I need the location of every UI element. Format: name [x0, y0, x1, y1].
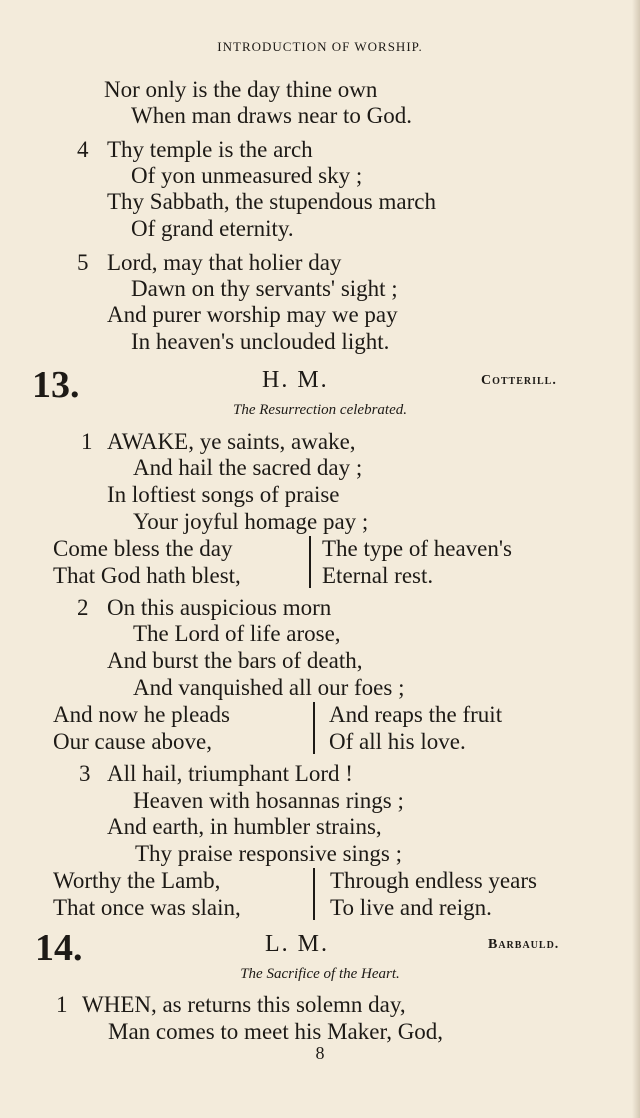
verse-line: When man draws near to God.: [131, 103, 413, 128]
chorus-right-line: And reaps the fruit: [329, 702, 503, 727]
chorus-left-line: And now he pleads: [53, 702, 230, 727]
chorus-right-line: Through endless years: [330, 868, 537, 893]
verse-line: And burst the bars of death,: [107, 648, 363, 673]
verse-line: In loftiest songs of praise: [107, 482, 340, 507]
verse-line: Of yon unmeasured sky ;: [131, 163, 363, 188]
hymn-number: 14.: [35, 927, 83, 969]
hymn-subtitle: The Resurrection celebrated.: [233, 402, 407, 418]
chorus-left-line: That once was slain,: [53, 895, 241, 920]
hymn-number: 13.: [32, 364, 80, 406]
page-edge-shadow: [632, 0, 640, 1118]
verse-line: Lord, may that holier day: [107, 250, 342, 275]
verse-line: And earth, in humbler strains,: [107, 814, 382, 839]
verse-line: Dawn on thy servants' sight ;: [131, 276, 398, 301]
verse-line: Your joyful homage pay ;: [133, 509, 369, 534]
verse-number: 2: [77, 595, 89, 620]
verse-line: And hail the sacred day ;: [133, 455, 363, 480]
hymn-author: Cotterill.: [481, 373, 557, 388]
chorus-right-line: The type of heaven's: [322, 536, 512, 561]
verse-line: WHEN, as returns this solemn day,: [82, 992, 406, 1017]
verse-line: On this auspicious morn: [107, 595, 332, 620]
hymn-meter: L. M.: [265, 931, 329, 957]
verse-line: The Lord of life arose,: [133, 621, 341, 646]
verse-line: Man comes to meet his Maker, God,: [108, 1019, 444, 1044]
verse-number: 3: [79, 761, 91, 786]
verse-line: Heaven with hosannas rings ;: [133, 788, 404, 813]
verse-line: Thy praise responsive sings ;: [135, 841, 403, 866]
chorus-left-line: Worthy the Lamb,: [53, 868, 221, 893]
verse-line: All hail, triumphant Lord !: [107, 761, 353, 786]
chorus-left-line: Our cause above,: [53, 729, 213, 754]
chorus-divider: [313, 868, 315, 920]
verse-line: Of grand eternity.: [131, 216, 294, 241]
hymn-author: Barbauld.: [488, 937, 560, 952]
chorus-left-line: Come bless the day: [53, 536, 233, 561]
chorus-divider: [309, 536, 311, 588]
verse-line: Thy Sabbath, the stupendous march: [107, 189, 436, 214]
verse-number: 4: [77, 137, 89, 162]
verse-line: And vanquished all our foes ;: [133, 675, 405, 700]
verse-line: And purer worship may we pay: [107, 302, 398, 327]
verse-number: 5: [77, 250, 89, 275]
verse-line: AWAKE, ye saints, awake,: [107, 429, 356, 454]
chorus-left-line: That God hath blest,: [53, 563, 241, 588]
chorus-divider: [313, 702, 315, 754]
verse-line: Nor only is the day thine own: [104, 77, 378, 102]
verse-line: In heaven's unclouded light.: [131, 329, 390, 354]
running-title: INTRODUCTION OF WORSHIP.: [217, 39, 423, 54]
hymn-subtitle: The Sacrifice of the Heart.: [240, 966, 400, 982]
page-number: 8: [315, 1043, 325, 1063]
verse-number: 1: [81, 429, 93, 454]
verse-line: Thy temple is the arch: [107, 137, 313, 162]
chorus-right-line: Of all his love.: [329, 729, 466, 754]
hymn-meter: H. M.: [262, 367, 329, 393]
chorus-right-line: To live and reign.: [330, 895, 492, 920]
verse-number: 1: [56, 992, 68, 1017]
chorus-right-line: Eternal rest.: [322, 563, 434, 588]
